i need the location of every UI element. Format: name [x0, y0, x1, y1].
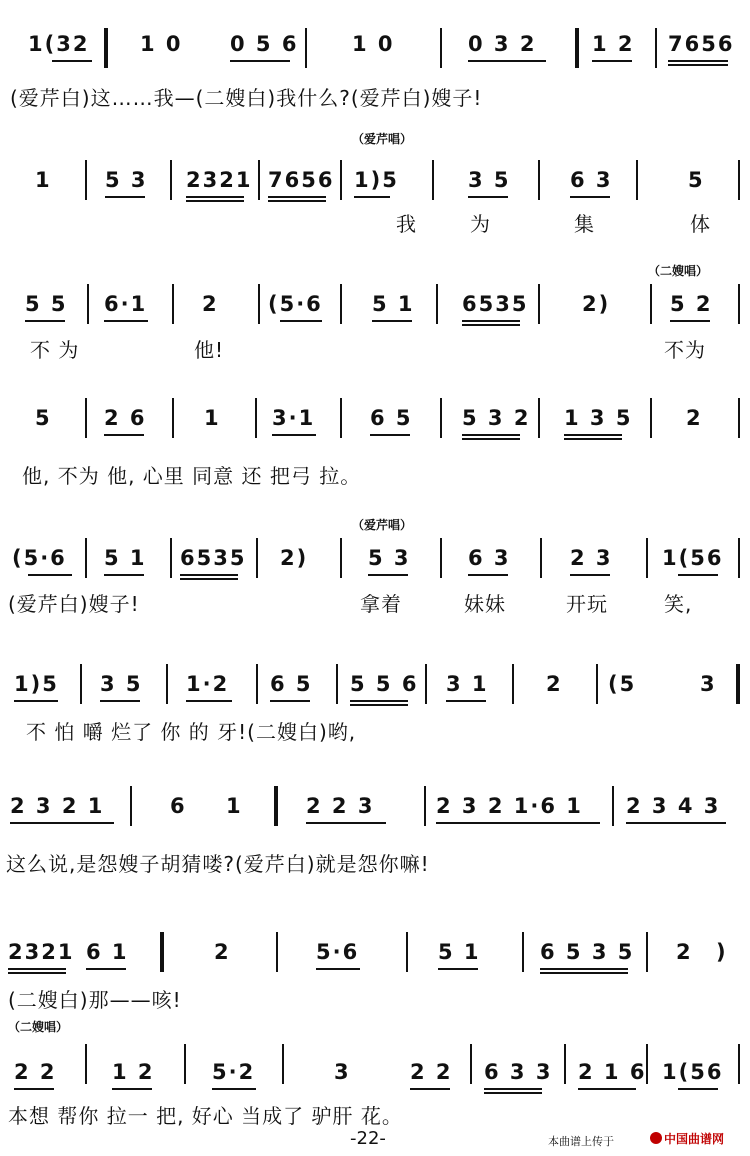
jianpu-note: 2	[202, 292, 219, 316]
jianpu-note: 2 2 3	[306, 794, 375, 818]
underline	[592, 60, 632, 62]
site-logo	[650, 1130, 724, 1147]
jianpu-note: 7656	[668, 32, 735, 56]
underline	[280, 320, 322, 322]
barline	[736, 664, 740, 704]
barline	[85, 398, 87, 438]
lyric-line: 本想 帮你 拉一 把, 好心 当成了 驴肝 花。	[8, 1104, 403, 1128]
lyric-cell: 我	[396, 212, 417, 236]
underline	[25, 320, 65, 322]
role-mark: （爱芹唱）	[352, 518, 413, 532]
barline	[170, 538, 172, 578]
underline	[14, 700, 58, 702]
underline	[670, 320, 710, 322]
barline	[540, 538, 542, 578]
barline	[406, 932, 408, 972]
jianpu-note: 2 3 2 1	[10, 794, 105, 818]
lyric-cell: 拿着	[360, 592, 402, 616]
barline	[440, 538, 442, 578]
underline	[10, 822, 114, 824]
underline	[570, 196, 610, 198]
logo-icon	[650, 1132, 662, 1144]
jianpu-note: 5	[35, 406, 52, 430]
barline	[80, 664, 82, 704]
jianpu-note: (5·6	[268, 292, 323, 316]
upload-credit: 本曲谱上传于	[548, 1135, 614, 1148]
underline	[436, 822, 600, 824]
jianpu-note: 2321	[186, 168, 253, 192]
lyric-line: 他, 不为 他, 心里 同意 还 把弓 拉。	[22, 464, 362, 488]
underline	[350, 700, 408, 702]
barline	[258, 160, 260, 200]
underline	[468, 196, 508, 198]
repeat-barline	[575, 28, 579, 68]
jianpu-note: 2)	[280, 546, 309, 570]
barline	[424, 786, 426, 826]
jianpu-note: 1	[204, 406, 221, 430]
underline	[668, 60, 728, 62]
barline	[538, 398, 540, 438]
underline	[564, 434, 622, 436]
jianpu-note: 3 5	[468, 168, 511, 192]
role-mark: （爱芹唱）	[352, 132, 413, 146]
barline	[340, 284, 342, 324]
jianpu-note: 6535	[462, 292, 529, 316]
underline	[678, 574, 718, 576]
jianpu-note: 7656	[268, 168, 335, 192]
lyric-line: (爱芹白)嫂子!	[8, 592, 140, 616]
underline	[268, 200, 326, 202]
jianpu-note: 2 1 6	[578, 1060, 647, 1084]
barline	[172, 284, 174, 324]
barline	[340, 398, 342, 438]
jianpu-note: 5 1	[438, 940, 481, 964]
underline	[52, 60, 92, 62]
barline	[636, 160, 638, 200]
barline	[436, 284, 438, 324]
lyric-cell: 妹妹	[464, 592, 506, 616]
barline	[470, 1044, 472, 1084]
jianpu-note: 1 3 5	[564, 406, 633, 430]
barline	[276, 932, 278, 972]
barline	[425, 664, 427, 704]
jianpu-note: 6 5	[370, 406, 413, 430]
underline	[462, 320, 520, 322]
lyric-line: (爱芹白)这……我—(二嫂白)我什么?(爱芹白)嫂子!	[10, 86, 483, 110]
barline	[255, 398, 257, 438]
jianpu-note: (5	[608, 672, 637, 696]
underline	[368, 574, 408, 576]
jianpu-note: 0 3 2	[468, 32, 537, 56]
underline	[186, 200, 244, 202]
lyric-cell: 为	[470, 212, 491, 236]
jianpu-note: 1	[35, 168, 52, 192]
barline	[538, 284, 540, 324]
barline	[738, 1044, 740, 1084]
barline	[184, 1044, 186, 1084]
lyric-cell: 他!	[194, 338, 225, 362]
lyric-cell: 集	[574, 212, 595, 236]
jianpu-note: 5 1	[372, 292, 415, 316]
barline	[612, 786, 614, 826]
underline	[354, 196, 390, 198]
underline	[462, 434, 520, 436]
jianpu-note: 2 2	[410, 1060, 453, 1084]
underline	[540, 968, 628, 970]
jianpu-note: 2	[214, 940, 231, 964]
underline	[104, 434, 144, 436]
underline	[484, 1092, 542, 1094]
barline	[130, 786, 132, 826]
barline	[256, 664, 258, 704]
barline	[646, 538, 648, 578]
underline	[212, 1088, 256, 1090]
barline	[340, 538, 342, 578]
barline	[512, 664, 514, 704]
underline	[100, 700, 140, 702]
lyric-cell: 不为	[664, 338, 706, 362]
jianpu-note: 2	[686, 406, 703, 430]
jianpu-note: 6 3	[570, 168, 613, 192]
underline	[112, 1088, 152, 1090]
barline	[738, 160, 740, 200]
barline	[596, 664, 598, 704]
jianpu-note: 2	[546, 672, 563, 696]
jianpu-note: (5·6	[12, 546, 67, 570]
underline	[28, 574, 72, 576]
underline	[180, 578, 238, 580]
repeat-barline	[160, 932, 164, 972]
barline	[282, 1044, 284, 1084]
jianpu-note: 2321	[8, 940, 75, 964]
jianpu-note: )	[716, 940, 728, 964]
barline	[85, 160, 87, 200]
jianpu-note: 6 5 3 5	[540, 940, 635, 964]
jianpu-note: 6535	[180, 546, 247, 570]
jianpu-note: 5 5	[25, 292, 68, 316]
barline	[85, 1044, 87, 1084]
barline	[650, 284, 652, 324]
barline	[650, 398, 652, 438]
jianpu-note: 1 2	[112, 1060, 155, 1084]
barline	[170, 160, 172, 200]
lyric-line: (二嫂白)那——咳!	[8, 988, 182, 1012]
underline	[230, 60, 290, 62]
lyric-cell: 笑,	[664, 592, 693, 616]
underline	[564, 438, 622, 440]
underline	[14, 1088, 54, 1090]
jianpu-note: 1 0	[140, 32, 183, 56]
jianpu-note: 3	[334, 1060, 351, 1084]
underline	[626, 822, 726, 824]
jianpu-note: 1(56	[662, 1060, 724, 1084]
page-number: -22-	[350, 1128, 386, 1149]
jianpu-note: 5 3 2	[462, 406, 531, 430]
jianpu-note: 6 1	[86, 940, 129, 964]
barline	[738, 284, 740, 324]
jianpu-note: 2	[676, 940, 693, 964]
lyric-line: 不 怕 嚼 烂了 你 的 牙!(二嫂白)哟,	[26, 720, 357, 744]
jianpu-note: 6 3	[468, 546, 511, 570]
lyric-cell: 不 为	[30, 338, 80, 362]
jianpu-note: 3	[700, 672, 717, 696]
barline	[258, 284, 260, 324]
jianpu-note: 3 5	[100, 672, 143, 696]
jianpu-note: 5·2	[212, 1060, 256, 1084]
underline	[372, 320, 412, 322]
role-mark: （二嫂唱）	[648, 264, 709, 278]
underline	[570, 574, 610, 576]
barline	[564, 1044, 566, 1084]
underline	[484, 1088, 542, 1090]
underline	[446, 700, 486, 702]
jianpu-note: 1	[226, 794, 243, 818]
barline	[646, 932, 648, 972]
jianpu-note: 6 3 3	[484, 1060, 553, 1084]
barline	[305, 28, 307, 68]
underline	[104, 574, 144, 576]
underline	[668, 64, 728, 66]
barline	[440, 28, 442, 68]
underline	[104, 320, 148, 322]
site-logo-text: 中国曲谱网	[664, 1132, 725, 1146]
jianpu-note: 2 2	[14, 1060, 57, 1084]
barline	[172, 398, 174, 438]
underline	[468, 574, 508, 576]
jianpu-note: 1)5	[14, 672, 59, 696]
jianpu-note: 5·6	[316, 940, 360, 964]
jianpu-note: 5 3	[368, 546, 411, 570]
jianpu-note: 1·2	[186, 672, 230, 696]
underline	[350, 704, 408, 706]
barline	[522, 932, 524, 972]
barline	[440, 398, 442, 438]
barline	[256, 538, 258, 578]
underline	[8, 968, 66, 970]
underline	[438, 968, 478, 970]
barline	[166, 664, 168, 704]
jianpu-note: 3 1	[446, 672, 489, 696]
underline	[370, 434, 410, 436]
barline	[87, 284, 89, 324]
jianpu-note: 2 3 4 3	[626, 794, 721, 818]
jianpu-note: 2 3	[570, 546, 613, 570]
jianpu-note: 1)5	[354, 168, 399, 192]
underline	[578, 1088, 636, 1090]
jianpu-note: 5	[688, 168, 705, 192]
barline	[538, 160, 540, 200]
underline	[306, 822, 386, 824]
jianpu-note: 2 6	[104, 406, 147, 430]
lyric-line: 这么说,是怨嫂子胡猜喽?(爱芹白)就是怨你嘛!	[6, 852, 430, 876]
underline	[186, 700, 232, 702]
lyric-cell: 开玩	[566, 592, 608, 616]
underline	[678, 1088, 718, 1090]
underline	[180, 574, 238, 576]
barline	[738, 398, 740, 438]
underline	[86, 968, 126, 970]
underline	[468, 60, 546, 62]
jianpu-note: 2)	[582, 292, 611, 316]
jianpu-note: 2 3 2 1·6 1	[436, 794, 583, 818]
underline	[316, 968, 360, 970]
jianpu-note: 6	[170, 794, 187, 818]
jianpu-note: 1 0	[352, 32, 395, 56]
jianpu-note: 5 5 6	[350, 672, 419, 696]
jianpu-note: 0 5 6	[230, 32, 299, 56]
jianpu-note: 5 1	[104, 546, 147, 570]
underline	[8, 972, 66, 974]
lyric-cell: 体	[690, 212, 711, 236]
underline	[268, 196, 326, 198]
barline	[340, 160, 342, 200]
barline	[432, 160, 434, 200]
repeat-barline	[104, 28, 108, 68]
underline	[270, 700, 310, 702]
role-mark: （二嫂唱）	[8, 1020, 69, 1034]
underline	[272, 434, 316, 436]
barline	[738, 538, 740, 578]
jianpu-note: 1(32	[28, 32, 90, 56]
jianpu-note: 3·1	[272, 406, 316, 430]
underline	[186, 196, 244, 198]
underline	[462, 438, 520, 440]
barline	[336, 664, 338, 704]
repeat-barline	[274, 786, 278, 826]
jianpu-note: 1 2	[592, 32, 635, 56]
jianpu-note: 5 3	[105, 168, 148, 192]
underline	[105, 196, 145, 198]
jianpu-note: 1(56	[662, 546, 724, 570]
underline	[410, 1088, 450, 1090]
jianpu-note: 6·1	[104, 292, 148, 316]
jianpu-note: 6 5	[270, 672, 313, 696]
jianpu-note: 5 2	[670, 292, 713, 316]
underline	[462, 324, 520, 326]
underline	[540, 972, 628, 974]
barline	[85, 538, 87, 578]
barline	[655, 28, 657, 68]
